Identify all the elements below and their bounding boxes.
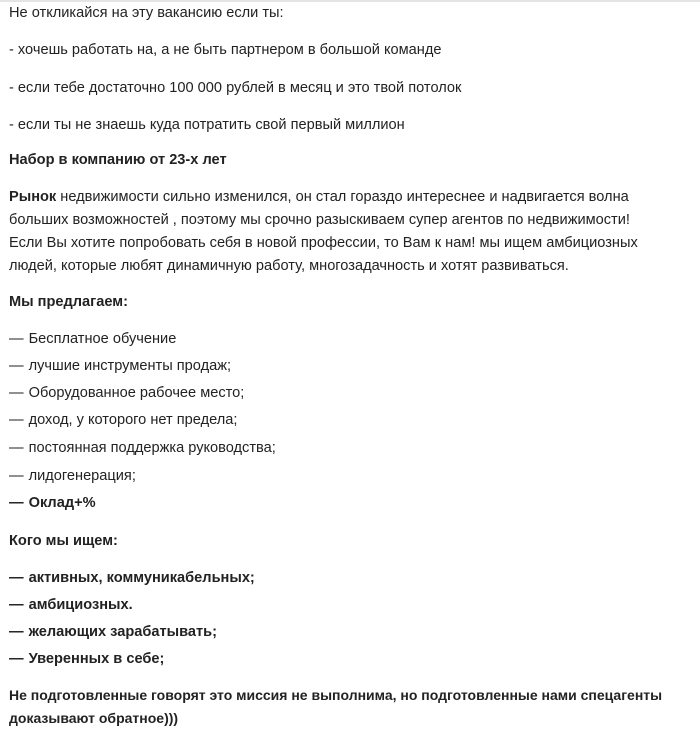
dash: — [9, 331, 24, 347]
offer-item-text: Оклад+% [28, 495, 96, 511]
offer-item-text: лидогенерация; [28, 468, 136, 484]
offer-item [9, 411, 237, 429]
dash: — [9, 468, 24, 484]
offer-item-text: постоянная поддержка руководства; [28, 440, 276, 456]
dash: — [9, 412, 24, 428]
offer-item [9, 439, 276, 457]
seeking-item [9, 596, 133, 614]
offer-item-text: Оборудованное рабочее место; [28, 385, 245, 401]
market-line: больших возможностей , поэтому мы срочно разыскиваем супер агентов по недвижимости! [9, 212, 630, 228]
dash: — [9, 570, 24, 586]
dash: — [9, 385, 24, 401]
dash: — [9, 440, 24, 456]
market-lead: Рынок [9, 189, 57, 205]
offer-item-text: Бесплатное обучение [28, 331, 177, 347]
dash: — [9, 495, 24, 511]
dash: — [9, 651, 24, 667]
seeking-item-text: амбициозных. [28, 597, 133, 613]
seeking-item-text: желающих зарабатывать; [28, 624, 217, 640]
offer-item-text: лучшие инструменты продаж; [28, 358, 232, 374]
top-divider [0, 0, 700, 2]
dash: — [9, 624, 24, 640]
dash: — [9, 358, 24, 374]
offer-item [9, 384, 244, 402]
closing-line: Не подготовленные говорят это миссия не выполнима, но подготовленные нами спецагенты [9, 687, 663, 703]
market-line: людей, которые любят динамичную работу, многозадачность и хотят развиваться. [9, 258, 569, 274]
seeking-item [9, 650, 164, 668]
offer-item [9, 494, 96, 512]
condition-item: - если ты не знаешь куда потратить свой первый миллион [9, 117, 405, 133]
market-line: Если Вы хотите попробовать себя в новой профессии, то Вам к нам! мы ищем амбициозных [9, 235, 638, 251]
age-heading: Набор в компанию от 23-х лет [9, 152, 227, 168]
closing-line: доказывают обратное))) [9, 710, 179, 726]
seeking-item [9, 569, 255, 587]
market-text: недвижимости сильно изменился, он стал гораздо интереснее и надвигается волна [56, 189, 629, 205]
seeking-item [9, 623, 217, 641]
seeking-item-text: активных, коммуникабельных; [28, 570, 255, 586]
dash: — [9, 597, 24, 613]
offer-item [9, 357, 231, 375]
offer-item-text: доход, у которого нет предела; [28, 412, 238, 428]
offer-item [9, 330, 176, 348]
condition-item: - если тебе достаточно 100 000 рублей в месяц и это твой потолок [9, 80, 462, 96]
offer-heading: Мы предлагаем: [9, 294, 128, 310]
seeking-item-text: Уверенных в себе; [28, 651, 165, 667]
condition-item: - хочешь работать на, а не быть партнером в большой команде [9, 42, 442, 58]
intro-text: Не откликайся на эту вакансию если ты: [9, 5, 284, 21]
market-line [9, 188, 629, 206]
seeking-heading: Кого мы ищем: [9, 533, 118, 549]
offer-item [9, 467, 136, 485]
